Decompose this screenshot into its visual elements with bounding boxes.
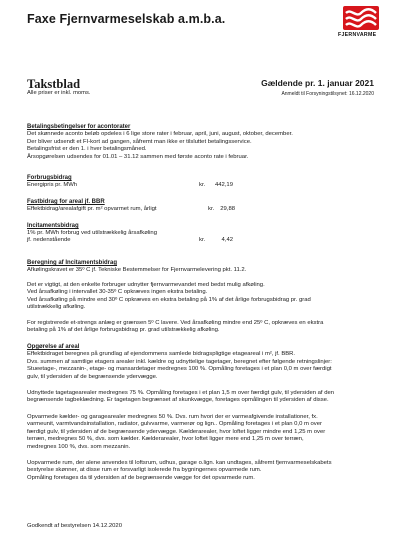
calculation-line: Ved årsafkøling i intervallet 30-35º C opkræves ingen ekstra betaling. [27, 289, 208, 296]
company-name: Faxe Fjernvarmeselskab a.m.b.a. [27, 12, 226, 26]
area-line: begrænsende tagbeklædning. Er tagetagen begrænset af skunkvægge, foretages opmålingen til ydersiden af disse. [27, 397, 329, 404]
fixed-currency: kr. [208, 206, 215, 212]
payment-line: Årsopgørelsen udsendes for 01.01 – 31.12 sammen med første aconto rate i februar. [27, 153, 249, 160]
document-title: Takstblad [27, 77, 81, 91]
fixed-label: Effektbidrag/arealafgift pr. m² opvarmet rum, årligt [27, 206, 157, 212]
area-paragraph [27, 390, 373, 405]
area-line: Effektbidraget beregnes på grundlag af ejendommens samlede bidragspligtige etageareal i m², jf. BBR. [27, 351, 296, 358]
calculation-paragraph [27, 282, 373, 312]
calculation-heading: Beregning af Incitamentsbidrag [27, 260, 118, 266]
price-note: Alle priser er inkl. moms. [27, 90, 91, 96]
area-line: medregnes 100 %, dvs. som mezzanin. [27, 443, 131, 450]
incentive-heading: Incitamentsbidrag [27, 223, 79, 229]
incentive-price: 4,42 [221, 237, 233, 243]
calculation-section [27, 260, 373, 275]
area-paragraph [27, 414, 373, 451]
payment-line: Det skønnede aconto beløb opdeles i 6 lige store rater i februar, april, juni, august, oktober, december. [27, 131, 293, 138]
fixed-price: 29,88 [220, 206, 235, 212]
logo-text: FJERNVARME [338, 32, 377, 38]
area-line: færdigt gulv, til ydersiden af de begrænsende ydervægge. Kælderarealer, hvor loftet ligger mindre end 1,25 m over [27, 428, 326, 435]
consumption-price: 442,19 [214, 182, 233, 188]
incentive-line: 1% pr. MWh forbrug ved utilstrækkelig årsafkøling [27, 230, 157, 236]
area-line: Stueetage-, mezzanin-, etage- og mansardetager medregnes 100 %. Opmåling foretages i et plan 0,0 m over færdigt [27, 366, 332, 373]
calculation-line: betaling på 1% af det årlige forbrugsbidrag pr. grad utilstrækkelig afkøling. [27, 327, 220, 334]
area-line: gulv, til ydersiden af de begrænsende ydervægge. [27, 373, 158, 380]
fjernvarme-logo [340, 6, 382, 40]
payment-heading: Betalingsbetingelser for acontorater [27, 124, 131, 130]
logo-waves-icon [340, 6, 382, 32]
filed-note: Anmeldt til Forsyningstilsynet: 16.12.2020 [281, 91, 374, 97]
area-heading: Opgørelse af areal [27, 344, 80, 350]
valid-from: Gældende pr. 1. januar 2021 [261, 78, 374, 88]
area-line: bestyrelse skønner, at disse rum er forsvarligt isolerede fra bygningernes opvarmede rum. [27, 467, 262, 474]
calculation-paragraph [27, 320, 373, 335]
calculation-line: Det er vigtigt, at den enkelte forbruger udnytter fjernvarmevandet med bedst mulig afkøling. [27, 282, 265, 288]
area-line: Uopvarmede rum, der alene anvendes til loftsrum, udhus, garage o.lign. kan undtages, såfremt fjernvarmeselskabets [27, 460, 332, 466]
consumption-label: Energipris pr. MWh [27, 182, 78, 188]
area-line: Udnyttede tagetagearealer medregnes 75 %. Opmåling foretages i et plan 1,5 m over færdigt gulv, til ydersiden af den [27, 390, 335, 396]
calculation-line: For registrerede et-strengs anlæg er grænsen 5º C lavere. Ved årsafkøling mindre end 25º C, opkræves en ekstra [27, 320, 324, 326]
area-line: varmeunit, varmtvandsinstallation, radiator, gulvvarme, varmerør og lign.. Opmåling foretages i et plan 0,0 m over [27, 421, 322, 428]
area-paragraph [27, 460, 373, 482]
calculation-line: utilstrækkelig afkøling. [27, 304, 86, 311]
calculation-line: Ved årsafkøling på mindre end 30º C opkræves en ekstra betaling på 1% af det årlige forbrugsbidrag pr. grad [27, 296, 311, 303]
approval-footer: Godkendt af bestyrelsen 14.12.2020 [27, 523, 122, 529]
consumption-currency: kr. [199, 182, 206, 188]
calculation-text: Afkølingskravet er 35º C jf. Tekniske Bestemmelser for Fjernvarmelevering pkt. 11.2. [27, 267, 247, 274]
area-line: Opmåling foretages da til ydersiden af de begrænsende vægge for det opvarmede rum. [27, 474, 255, 481]
incentive-currency: kr. [199, 237, 206, 243]
area-line: Dvs. summen af samtlige etagers arealer inkl. kældre og udnyttelige tagetager, beregnet efter følgende retningslinjer: [27, 358, 332, 365]
area-line: Opvarmede kælder- og garagearealer medregnes 50 %. Dvs. rum hvori der er varmeafgivende installationer, fx. [27, 414, 318, 420]
area-line: terræn, medregnes 50 %, dvs. som kælder. Kælderarealer, hvor loftet ligger mere end 1,25 m over terræn, [27, 436, 304, 443]
payment-section [27, 124, 373, 161]
fixed-heading: Fastbidrag for areal jf. BBR [27, 199, 105, 205]
payment-line: Der bliver udsendt et FI-kort ad gangen, såfremt man ikke er tilsluttet betalingsservice. [27, 138, 252, 145]
area-section [27, 344, 373, 381]
incentive-line: jf. nedenstående [27, 237, 71, 243]
consumption-heading: Forbrugsbidrag [27, 175, 72, 181]
payment-line: Betalingsfrist er den 1. i hver betalingsmåned. [27, 146, 147, 153]
